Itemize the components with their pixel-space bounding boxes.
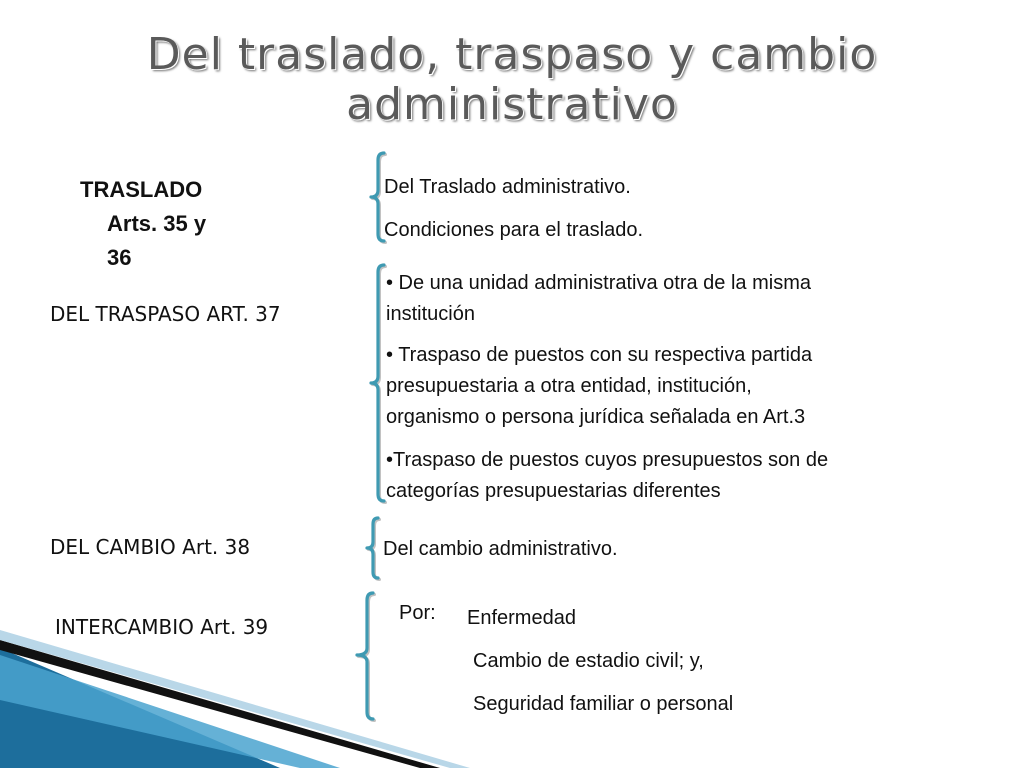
traslado-label-line1: TRASLADO (80, 177, 203, 202)
traslado-label (80, 173, 280, 275)
traspaso-item-1 (386, 268, 828, 340)
intercambio-item-3: Seguridad familiar o personal (473, 693, 734, 715)
intercambio-item-1: Enfermedad (467, 607, 576, 629)
intercambio-items (467, 597, 733, 726)
traslado-item-1: Del Traslado administrativo. (384, 176, 631, 198)
traspaso-item-3 (386, 445, 828, 507)
traslado-label-line3: 36 (107, 245, 132, 270)
traspaso-label: DEL TRASPASO ART. 37 (50, 302, 281, 326)
traspaso-item-2 (386, 340, 828, 445)
traspaso-item-3-line1: •Traspaso de puestos cuyos presupuestos son de (386, 449, 829, 471)
cambio-label: DEL CAMBIO Art. 38 (50, 535, 251, 559)
traslado-label-line2: Arts. 35 y (107, 211, 207, 236)
page-title: Del traslado, traspaso y cambio administrativo (146, 29, 878, 130)
traspaso-item-2-line3: organismo o persona jurídica señalada en Art.3 (386, 406, 806, 428)
traslado-item-2: Condiciones para el traslado. (384, 219, 644, 241)
traspaso-items (386, 268, 828, 507)
traspaso-item-2-line1: • Traspaso de puestos con su respectiva partida (386, 344, 813, 366)
intercambio-brace (345, 590, 379, 725)
traslado-items (384, 171, 643, 246)
traspaso-item-2-line2: presupuestaria a otra entidad, institución, (386, 375, 752, 397)
traspaso-item-1-line1: • De una unidad administrativa otra de la misma (386, 272, 811, 294)
cambio-item-1: Del cambio administrativo. (383, 538, 618, 560)
intercambio-prefix: Por: (399, 602, 436, 624)
traspaso-item-3-line2: categorías presupuestarias diferentes (386, 480, 721, 502)
intercambio-label: INTERCAMBIO Art. 39 (55, 615, 269, 639)
traspaso-item-1-line2: institución (386, 303, 475, 325)
intercambio-item-2: Cambio de estadio civil; y, (473, 650, 704, 672)
